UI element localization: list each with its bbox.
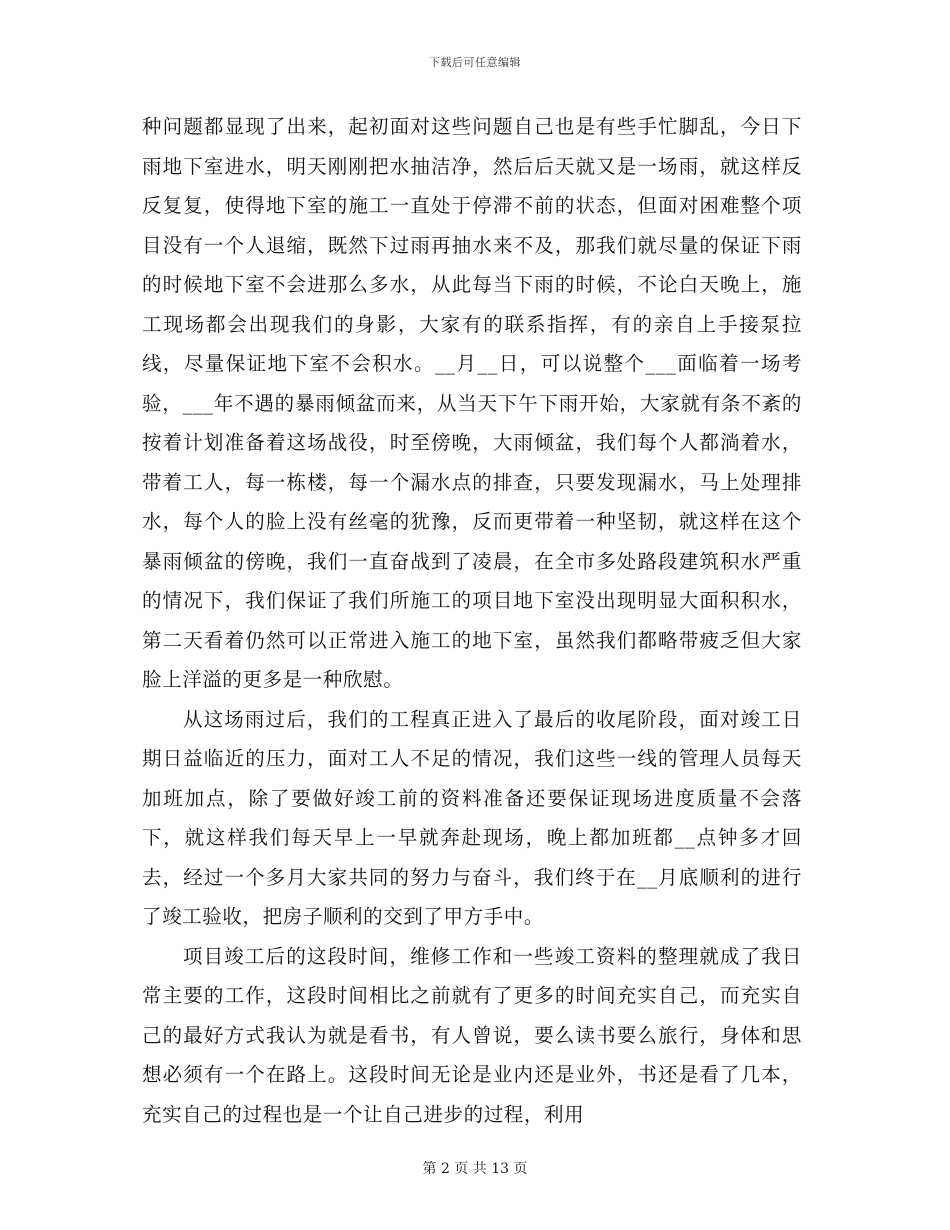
paragraph-3: 项目竣工后的这段时间，维修工作和一些竣工资料的整理就成了我日常主要的工作，这段时间相比之前就有了更多的时间充实自己，而充实自己的最好方式我认为就是看书，有人曾说，要么读书要么旅行，身体和思想必须有一个在路上。这段时间无论是业内还是业外，书还是看了几本，充实自己的过程也是一个让自己进步的过程，利用 — [142, 944, 802, 1126]
paragraph-1: 种问题都显现了出来，起初面对这些问题自己也是有些手忙脚乱，今日下雨地下室进水，明天刚刚把水抽洁净，然后后天就又是一场雨，就这样反反复复，使得地下室的施工一直处于停滞不前的状态，但面对困难整个项目没有一个人退缩，既然下过雨再抽水来不及，那我们就尽量的保证下雨的时候地下室不会进那么多水，从此每当下雨的时候，不论白天晚上，施工现场都会出现我们的身影，大家有的联系指挥，有的亲自上手接泵拉线，尽量保证地下室不会积水。__月__日，可以说整个___面临着一场考验，___年不遇的暴雨倾盆而来，从当天下午下雨开始，大家就有条不紊的按着计划准备着这场战役，时至傍晚，大雨倾盆，我们每个人都淌着水，带着工人，每一栋楼，每一个漏水点的排查，只要发现漏水，马上处理排水，每个人的脸上没有丝毫的犹豫，反而更带着一种坚韧，就这样在这个暴雨倾盆的傍晚，我们一直奋战到了凌晨，在全市多处路段建筑积水严重的情况下，我们保证了我们所施工的项目地下室没出现明显大面积积水，第二天看着仍然可以正常进入施工的地下室，虽然我们都略带疲乏但大家脸上洋溢的更多是一种欣慰。 — [142, 115, 802, 691]
document-body — [142, 107, 802, 1134]
page-header: 下载后可任意编辑 — [429, 56, 521, 69]
page-number-footer: 第 2 页 共 13 页 — [422, 1161, 528, 1177]
paragraph-2: 从这场雨过后，我们的工程真正进入了最后的收尾阶段，面对竣工日期日益临近的压力，面对工人不足的情况，我们这些一线的管理人员每天加班加点，除了要做好竣工前的资料准备还要保证现场进度质量不会落下，就这样我们每天早上一早就奔赴现场，晚上都加班都__点钟多才回去，经过一个多月大家共同的努力与奋斗，我们终于在__月底顺利的进行了竣工验收，把房子顺利的交到了甲方手中。 — [142, 707, 802, 928]
